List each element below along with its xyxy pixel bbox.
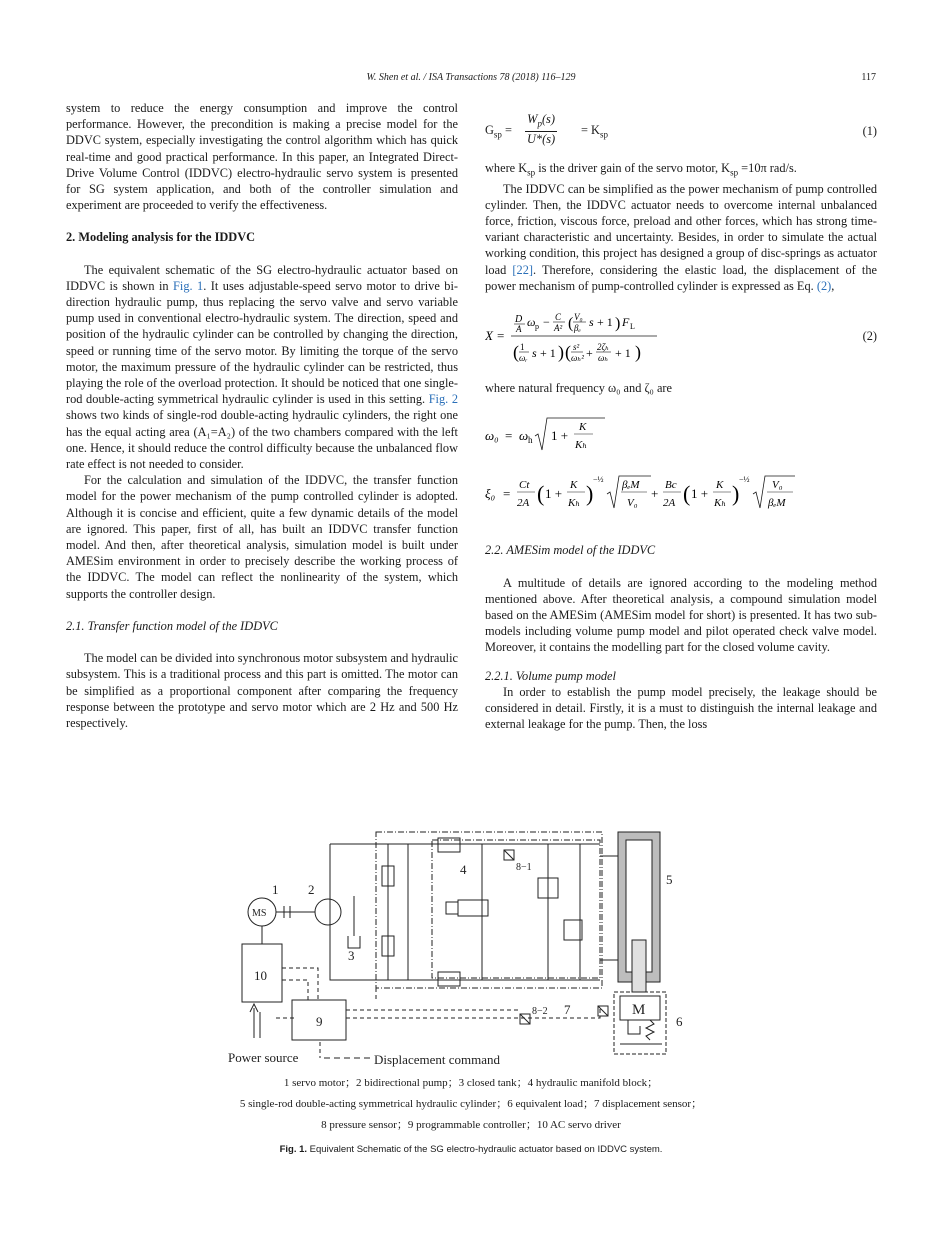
label-8-2: 8−2 — [532, 1006, 548, 1017]
svg-text:): ) — [586, 481, 594, 507]
label-1: 1 — [272, 882, 279, 897]
eq1-num-sub: p — [537, 118, 542, 129]
svg-text:V₀: V₀ — [627, 497, 638, 510]
svg-text:L: L — [630, 322, 635, 332]
svg-text:): ) — [558, 342, 564, 363]
svg-text:βₑ: βₑ — [574, 323, 581, 334]
svg-text:C: C — [555, 312, 562, 323]
right-column — [485, 100, 877, 732]
svg-text:(: ( — [683, 481, 691, 507]
eq1-lhs-sub: sp — [493, 129, 502, 140]
page-number: 117 — [861, 72, 876, 83]
svg-text:ξ₀: ξ₀ — [485, 486, 496, 502]
pump-symbol — [315, 899, 341, 925]
svg-text:−½: −½ — [739, 475, 750, 485]
text-span: shows two kinds of single-rod double-acting hydraulic cylinders, the right one has the equal acting area (A₁=A₂) of the two chambers compared with the left one. Hence, it should reduce the control difficulty because the unbalanced flow rate effect is not needed to consider. — [66, 408, 458, 472]
paragraph-amesim-model: A multitude of details are ignored according to the modeling method mentioned above. After theoretical analysis, a compound simulation model based on the AMESim (AMESim model for short) is presented. It has two sub-models including volume pump model and pilot operated check valve model. Moreover, it contains the modelling part for the closed volume cavity. — [485, 575, 877, 655]
svg-text:ω: ω — [527, 315, 536, 330]
svg-text:2A: 2A — [663, 497, 676, 510]
text-span: . Therefore, considering the elastic load, the displacement of the power mechanism of pump-controlled cylinder is expressed as Eq. — [485, 262, 877, 293]
svg-text:s: s — [532, 346, 537, 361]
subsubsection-heading-2-2-1: 2.2.1. Volume pump model — [485, 668, 616, 683]
svg-text:ωₕ²: ωₕ² — [571, 353, 584, 364]
paragraph-transfer-function: For the calculation and simulation of the IDDVC, the transfer function model for the power mechanism of the pump controlled cylinder is adopted. Although it is concise and efficient, quite a few dynamic details of the model are ignored. This paper, first of all, has built an IDDVC transfer function model. And then, after theoretical analysis, simulation model is built under AMESim environment in order to precisely describe the working process of the IDDVC. The model can reflect the nonlinearity of the system, which supports the controller design. — [66, 473, 458, 601]
journal-citation: W. Shen et al. / ISA Transactions 78 (2018) 116–129 — [366, 72, 576, 83]
svg-text:(: ( — [568, 315, 574, 333]
paragraph-volume-pump: In order to establish the pump model precisely, the leakage should be considered in detail. Firstly, it is a must to distinguish the internal leakage and external leakage for the pump. Then, the loss — [485, 684, 877, 732]
svg-text:+ 1: + 1 — [615, 346, 631, 361]
svg-text:1 +: 1 + — [691, 486, 709, 502]
svg-text:s²: s² — [573, 342, 580, 353]
eq1-rhs-sub: sp — [599, 129, 608, 140]
svg-text:+ 1: + 1 — [597, 315, 613, 330]
equation-omega0 — [485, 410, 625, 460]
svg-text:+: + — [586, 346, 593, 361]
label-4: 4 — [460, 862, 467, 877]
text-span: , — [831, 278, 835, 293]
manifold-block-outline — [376, 832, 602, 988]
svg-text:Kₕ: Kₕ — [714, 497, 727, 510]
power-source-arrow — [250, 1004, 260, 1038]
svg-text:=: = — [503, 486, 511, 502]
subscript: sp — [730, 167, 739, 178]
label-9: 9 — [316, 1014, 323, 1029]
eq1-lhs: $G_{sp}$ = — [485, 123, 512, 140]
svg-text:V₀: V₀ — [574, 312, 583, 323]
text-span: is the driver gain of the servo motor, K — [535, 161, 731, 175]
svg-text:A²: A² — [554, 323, 563, 334]
label-6: 6 — [676, 1014, 683, 1029]
svg-text:): ) — [635, 342, 641, 363]
label-ms: MS — [252, 908, 267, 919]
label-m: M — [632, 1002, 646, 1018]
svg-text:2A: 2A — [517, 497, 530, 510]
paragraph-natural-frequency: where natural frequency ω₀ and ζ₀ are — [485, 381, 673, 396]
svg-text:ω₀: ω₀ — [485, 428, 499, 444]
svg-text:): ) — [732, 481, 740, 507]
svg-text:K: K — [716, 479, 724, 492]
svg-text:1: 1 — [520, 342, 525, 353]
svg-text:1 +: 1 + — [545, 486, 563, 502]
eq1-fraction — [525, 112, 557, 147]
equation-number-2: (2) — [862, 328, 877, 343]
eq1-denominator: U*(s) — [527, 132, 556, 147]
svg-text:ωₕ: ωₕ — [598, 353, 609, 364]
svg-text:s: s — [589, 315, 594, 330]
label-7: 7 — [564, 1002, 571, 1017]
figure-caption-label: Fig. 1. — [279, 1144, 308, 1155]
figure-link-2[interactable]: Fig. 2 — [428, 392, 459, 407]
paragraph-model-divided: The model can be divided into synchronous motor subsystem and hydraulic subsystem. This is a traditional process and this part is omitted. The motor can be simplified as a proportional component after comparing the frequency response between the prototype and servo motor which are 2 Hz and 500 Hz respectively. — [66, 651, 458, 730]
paragraph-power-mechanism — [485, 181, 877, 294]
svg-text:+: + — [651, 486, 659, 502]
figure-caption-text: Equivalent Schematic of the SG electro-hydraulic actuator based on IDDVC system. — [307, 1144, 663, 1155]
paragraph-intro-end: system to reduce the energy consumption and improve the control performance. However, the precondition is making a precise model for the DDVC system, especially investigating the control algorithm which has quick real-time and good practical performance. In this paper, an Integrated Direct-Drive Volume Control (IDDVC) electro-hydraulic servo system is presented for SG system application, and both of the controller simulation and experiment are proceeded to verify the effectiveness. — [66, 101, 458, 213]
text-span: . It uses adjustable-speed servo motor to drive bi-direction hydraulic pump, thus replacing the servo valve and servo variable pump used in conventional electro-hydraulic system. The direction, speed and position of the hydraulic cylinder can be controlled by changing the direction, speed or running time of the servo motor. By limiting the torque of the servo motor, the maximum pressure of the hydraulic cylinder can be restricted, thus playing the role of the overload protection. It should be noticed that one single-rod double-acting symmetrical hydraulic cylinder is used in this setting. — [66, 278, 459, 407]
equation-zeta0 — [485, 468, 805, 518]
svg-text:(: ( — [537, 481, 545, 507]
text-span: where K — [485, 161, 528, 175]
figure-1-schematic — [220, 828, 720, 1072]
eq1-numerator — [525, 112, 557, 132]
svg-text:=: = — [497, 328, 505, 344]
svg-text:D: D — [515, 314, 523, 326]
directional-valve — [458, 900, 488, 916]
reference-link-22[interactable]: [22] — [512, 262, 533, 277]
svg-text:1 +: 1 + — [551, 428, 569, 444]
svg-text:F: F — [622, 315, 630, 330]
figure-legend-line-2: 5 single-rod double-acting symmetrical hydraulic cylinder；6 equivalent load；7 displacement sensor； — [239, 1098, 703, 1110]
pilot-check-valve-lower — [564, 920, 582, 940]
svg-text:+ 1: + 1 — [540, 346, 556, 361]
svg-text:Kₕ: Kₕ — [575, 439, 588, 452]
svg-text:Bc: Bc — [665, 479, 677, 492]
svg-text:=: = — [505, 428, 513, 444]
equation-number-1: (1) — [862, 123, 877, 138]
svg-text:(: ( — [565, 342, 571, 363]
text-span: The equivalent schematic of the SG electro-hydraulic actuator based on IDDVC is shown in — [66, 262, 458, 293]
subscript: sp — [527, 167, 536, 178]
eq1-num-w: W — [527, 112, 538, 126]
label-power-source: Power source — [228, 1050, 299, 1065]
running-header — [66, 72, 876, 86]
label-3: 3 — [348, 948, 355, 963]
svg-text:V₀: V₀ — [772, 479, 783, 492]
label-displacement-command: Displacement command — [374, 1052, 500, 1067]
closed-tank-symbol — [348, 936, 360, 948]
equation-link-2[interactable]: (2) — [816, 278, 832, 293]
label-8-1: 8−1 — [516, 862, 532, 873]
equation-1 — [485, 108, 877, 154]
paragraph-driver-gain — [485, 160, 877, 181]
subsection-heading-2-2: 2.2. AMESim model of the IDDVC — [485, 543, 656, 558]
svg-text:Ct: Ct — [519, 479, 530, 492]
figure-caption — [66, 1144, 876, 1155]
svg-text:Kₕ: Kₕ — [568, 497, 581, 510]
figure-legend-line-1: 1 servo motor；2 bidirectional pump；3 closed tank；4 hydraulic manifold block； — [283, 1077, 659, 1089]
eq2-formula-graphic — [485, 302, 675, 370]
svg-text:h: h — [528, 435, 533, 446]
eq1-num-arg: (s) — [541, 112, 555, 126]
svg-text:2ζₕ: 2ζₕ — [597, 342, 610, 353]
svg-text:βₑM: βₑM — [622, 479, 640, 492]
svg-text:ωᵣ: ωᵣ — [519, 353, 528, 364]
svg-text:): ) — [615, 315, 621, 333]
check-valve-bottom — [438, 972, 460, 986]
label-5: 5 — [666, 872, 673, 887]
left-column — [66, 100, 458, 731]
svg-text:βₑM: βₑM — [768, 497, 786, 510]
text-span: =10π rad/s. — [738, 161, 797, 175]
svg-text:p: p — [535, 322, 539, 332]
eq1-rhs — [581, 122, 608, 143]
figure-link-1[interactable]: Fig. 1 — [173, 278, 204, 293]
paragraph-equivalent-schematic — [66, 262, 458, 473]
label-10: 10 — [254, 968, 267, 983]
svg-text:X: X — [485, 328, 493, 344]
subsection-heading-2-1: 2.1. Transfer function model of the IDDVC — [66, 618, 278, 633]
label-2: 2 — [308, 882, 315, 897]
svg-text:K: K — [570, 479, 578, 492]
svg-text:−½: −½ — [593, 475, 604, 485]
svg-text:−: − — [543, 315, 550, 330]
svg-text:A: A — [516, 324, 522, 335]
eq1-lhs-text: G — [485, 123, 494, 137]
manifold-inner-outline — [432, 840, 600, 978]
figure-legend-line-3: 8 pressure sensor；9 programmable controller；10 AC servo driver — [321, 1119, 621, 1131]
text-span: The IDDVC can be simplified as the power mechanism of pump controlled cylinder. Then, the IDDVC actuator needs to overcome internal unbalanced force, friction, viscous force, preload and other forces, which has strong time-variant characteristic and uncertainty. Besides, in order to simulate the actual working condition, this project has designed a group of disc-springs as actuator load — [485, 181, 877, 277]
svg-text:(: ( — [513, 342, 519, 363]
svg-text:ω: ω — [519, 428, 529, 444]
equation-2 — [485, 302, 877, 370]
svg-text:K: K — [579, 421, 587, 434]
section-heading-2: 2. Modeling analysis for the IDDVC — [66, 230, 256, 245]
eq1-rhs-text: = K — [581, 123, 600, 137]
